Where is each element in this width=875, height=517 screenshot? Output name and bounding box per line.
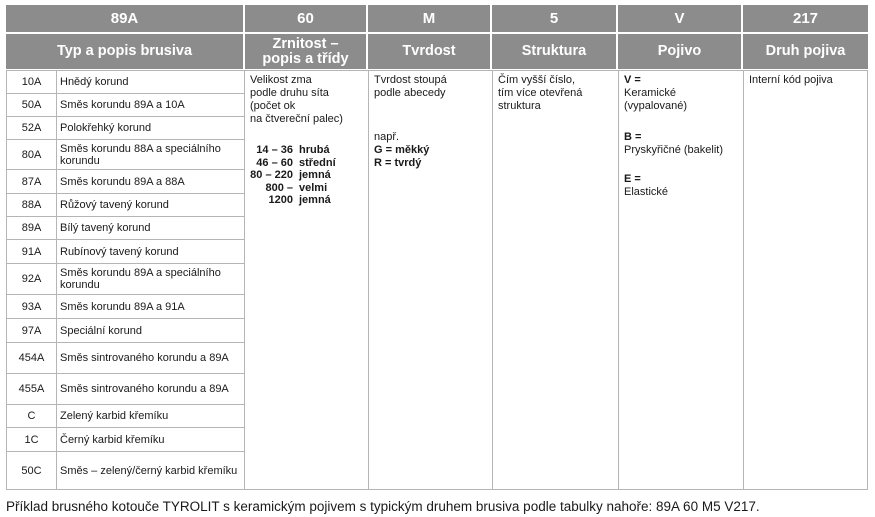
- bond-type-cell: [743, 70, 868, 490]
- abrasive-description: Směs – zelený/černý karbid křemíku: [56, 452, 245, 490]
- grain-cell: [244, 70, 369, 490]
- header-hardness: Tvrdost: [368, 34, 490, 69]
- abrasive-code: 10A: [6, 71, 57, 94]
- abrasive-description: Bílý tavený korund: [56, 217, 245, 240]
- header-code-grain: 60: [245, 5, 366, 32]
- grain-classes: [241, 144, 336, 207]
- header-code-bond-type: 217: [743, 5, 868, 32]
- header-abrasive-type: Typ a popis brusiva: [6, 34, 243, 69]
- bond-cell: [618, 70, 744, 490]
- abrasive-code: 50C: [6, 452, 57, 490]
- bond-e-text: Elastické: [624, 186, 669, 198]
- grain-class-row: 14 – 36 hrubá: [256, 144, 330, 156]
- abrasive-description: Hnědý korund: [56, 71, 245, 94]
- abrasive-code: 92A: [6, 264, 57, 295]
- footnote: Příklad brusného kotouče TYROLIT s keramickým pojivem s typickým druhem brusiva podle tabulky nahoře: 89A 60 M5 V217.: [6, 499, 760, 514]
- grain-class-row: 800 – 1200 velmi jemná: [265, 181, 331, 206]
- abrasive-code: 1C: [6, 428, 57, 452]
- abrasive-code: 97A: [6, 319, 57, 343]
- hardness-intro: Tvrdost stoupá podle abecedy: [374, 74, 447, 99]
- bond-v-key: V =: [624, 74, 641, 86]
- header-structure: Struktura: [492, 34, 616, 69]
- abrasive-code: 454A: [6, 343, 57, 374]
- abrasive-description: Speciální korund: [56, 319, 245, 343]
- grain-intro: Velikost zma podle druhu síta (počet ok na čtvereční palec): [250, 74, 343, 125]
- abrasive-code: 93A: [6, 295, 57, 319]
- abrasive-description: Polokřehký korund: [56, 117, 245, 140]
- abrasive-description: Rubínový tavený korund: [56, 240, 245, 264]
- abrasive-description: Směs sintrovaného korundu a 89A: [56, 374, 245, 405]
- bond-b-text: Pryskyřičné (bakelit): [624, 144, 724, 156]
- abrasive-description: Směs korundu 89A a 88A: [56, 170, 245, 194]
- grain-class-row: 80 – 220 jemná: [250, 169, 331, 181]
- bond-v-text: Keramické (vypalované): [624, 87, 687, 112]
- structure-cell: [492, 70, 619, 490]
- abrasive-description: Směs korundu 89A a speciálního korundu: [56, 264, 245, 295]
- abrasive-code: 88A: [6, 194, 57, 217]
- abrasive-description: Růžový tavený korund: [56, 194, 245, 217]
- abrasive-description: Směs sintrovaného korundu a 89A: [56, 343, 245, 374]
- header-grain-size: Zrnitost – popis a třídy: [245, 34, 366, 69]
- abrasive-description: Zelený karbid křemíku: [56, 405, 245, 428]
- structure-text: Čím vyšší číslo, tím více otevřená struktura: [498, 74, 583, 112]
- abrasive-code: 455A: [6, 374, 57, 405]
- abrasive-code: 50A: [6, 94, 57, 117]
- grain-class-row: 46 – 60 střední: [256, 156, 336, 169]
- abrasive-code: 52A: [6, 117, 57, 140]
- abrasive-code: 87A: [6, 170, 57, 194]
- abrasive-description: Směs korundu 89A a 10A: [56, 94, 245, 117]
- header-code-structure: 5: [492, 5, 616, 32]
- bond-type-text: Interní kód pojiva: [749, 74, 833, 86]
- header-code-abrasive: 89A: [6, 5, 243, 32]
- header-bond: Pojivo: [618, 34, 741, 69]
- abrasive-description: Směs korundu 88A a speciálního korundu: [56, 140, 245, 170]
- hardness-example: např.: [374, 131, 400, 143]
- bond-e-key: E =: [624, 173, 641, 185]
- hardness-hard: R = tvrdý: [374, 157, 422, 169]
- hardness-cell: [368, 70, 493, 490]
- header-code-bond: V: [618, 5, 741, 32]
- abrasive-description: Černý karbid křemíku: [56, 428, 245, 452]
- header-code-hardness: M: [368, 5, 490, 32]
- header-bond-type: Druh pojiva: [743, 34, 868, 69]
- abrasive-code: 80A: [6, 140, 57, 170]
- abrasive-description: Směs korundu 89A a 91A: [56, 295, 245, 319]
- bond-b-key: B =: [624, 131, 642, 143]
- abrasive-code: C: [6, 405, 57, 428]
- abrasive-code: 89A: [6, 217, 57, 240]
- abrasive-code: 91A: [6, 240, 57, 264]
- hardness-soft: G = měkký: [374, 144, 430, 156]
